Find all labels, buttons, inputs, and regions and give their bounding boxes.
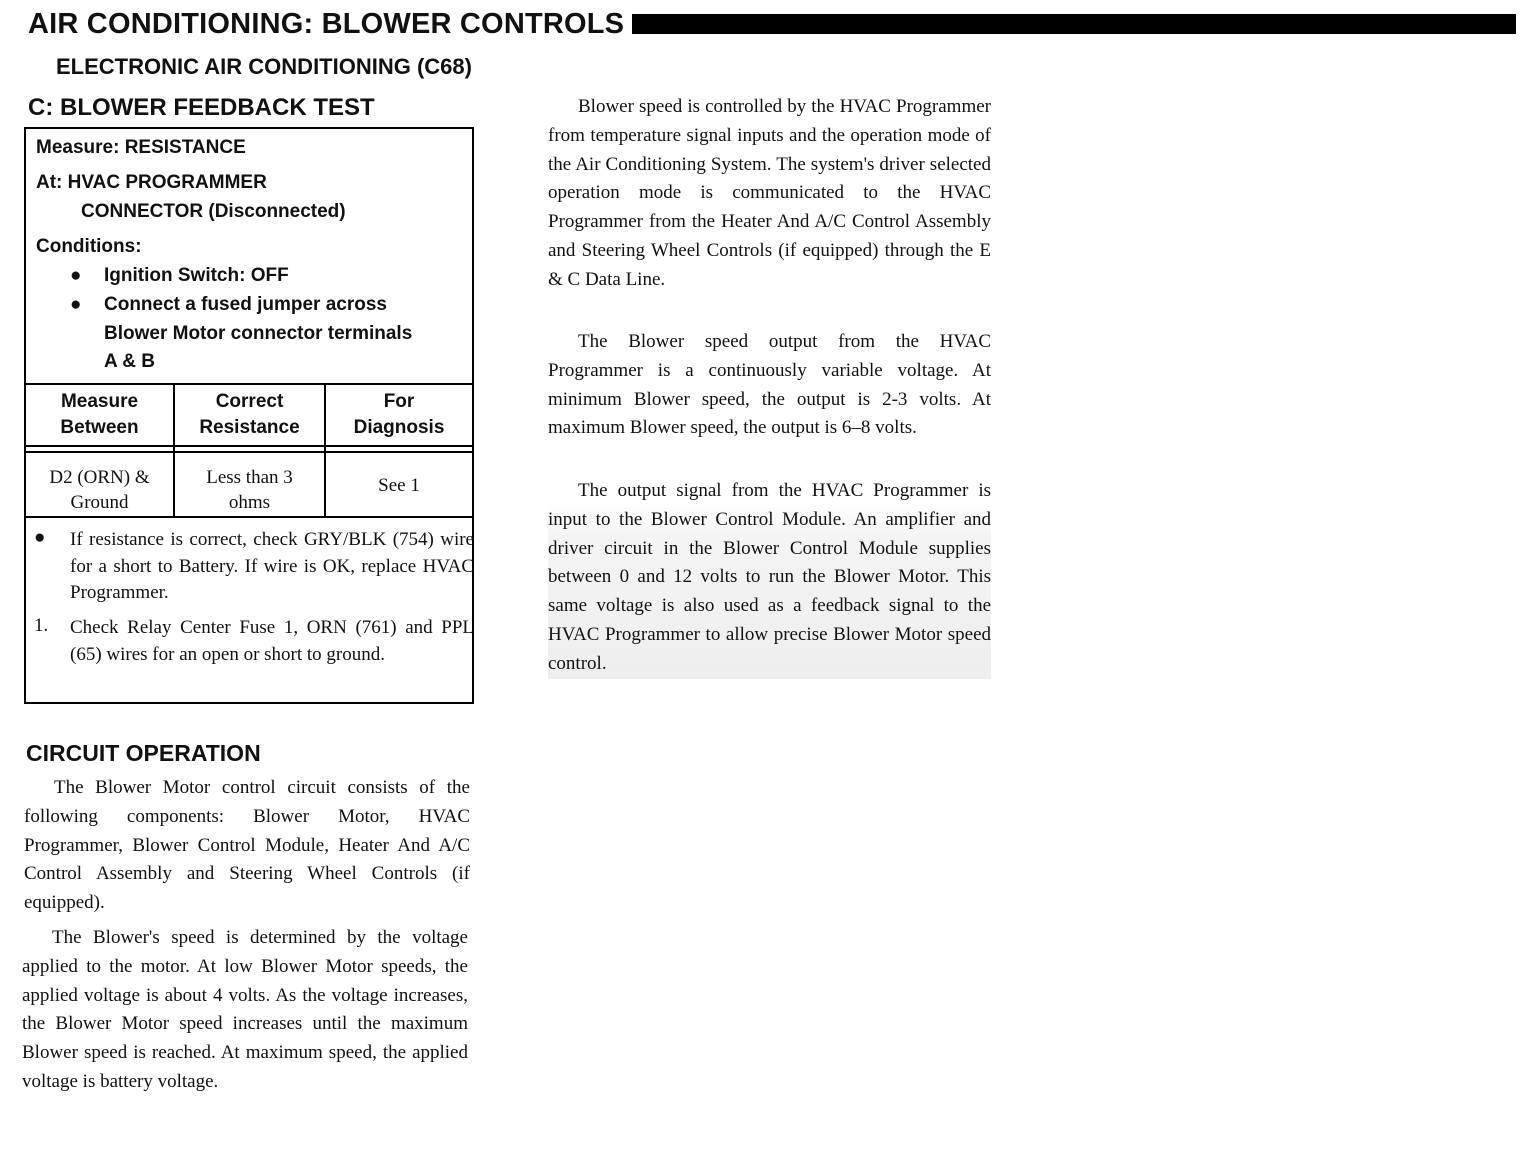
conditions-label: Conditions: (36, 236, 142, 257)
title-rule-bar (632, 14, 1516, 34)
at-label-continued: CONNECTOR (Disconnected) (81, 201, 346, 222)
note-number: 1. (34, 615, 49, 636)
header-correct-resistance: Correct Resistance (199, 391, 300, 438)
table-rule (26, 445, 472, 447)
cell-correct-resistance: Less than 3 ohms (206, 467, 293, 513)
right-paragraph-1: Blower speed is controlled by the HVAC Programmer from temperature signal inputs and the operation mode of the Air Conditioning System. The system's driver selected operation mode is communicated to the HVAC Programmer from the Heater And A/C Control Assembly and Steering Wheel Controls (if equipped) through the E & C Data Line. (548, 96, 991, 290)
bullet-icon: ● (70, 265, 82, 286)
right-paragraph-3: The output signal from the HVAC Programmer is input to the Blower Control Module. An amplifier and driver circuit in the Blower Control Module supplies between 0 and 12 volts to run the Blower Motor. This same voltage is also used as a feedback signal to the HVAC Programmer to allow precise Blower Motor speed control. (548, 477, 991, 679)
note-text: Check Relay Center Fuse 1, ORN (761) and PPL (65) wires for an open or short to ground. (70, 617, 474, 665)
cell-measure-between: D2 (ORN) & Ground (49, 467, 150, 513)
right-paragraph-2: The Blower speed output from the HVAC Programmer is a continuously variable voltage. At minimum Blower speed, the output is 2-3 volts. At maximum Blower speed, the output is 6–8 volts. (548, 331, 991, 439)
circuit-operation-heading: CIRCUIT OPERATION (26, 740, 261, 766)
header-measure-between: Measure Between (60, 391, 139, 438)
cell-for-diagnosis: See 1 (378, 475, 420, 496)
condition-jumper: Connect a fused jumper across (104, 294, 387, 315)
test-title: C: BLOWER FEEDBACK TEST (28, 94, 375, 121)
header-for-diagnosis: For Diagnosis (353, 391, 445, 438)
test-box (24, 127, 474, 704)
circuit-paragraph-1: The Blower Motor control circuit consists of the following components: Blower Motor, HVAC Programmer, Blower Control Module, Heater And A/C Control Assembly and Steering Wheel Controls (if equipped). (24, 777, 470, 914)
bullet-icon: ● (34, 527, 46, 548)
condition-ignition: Ignition Switch: OFF (104, 265, 289, 286)
condition-jumper-line2: Blower Motor connector terminals (104, 323, 413, 344)
table-rule (26, 451, 472, 453)
table-rule (26, 516, 472, 518)
bullet-icon: ● (70, 294, 82, 315)
table-rule (26, 383, 472, 385)
page-subtitle: ELECTRONIC AIR CONDITIONING (C68) (56, 54, 472, 79)
note-text: If resistance is correct, check GRY/BLK (754) wire for a short to Battery. If wire is OK, replace HVAC Programmer. (70, 529, 474, 603)
circuit-paragraph-2: The Blower's speed is determined by the voltage applied to the motor. At low Blower Motor speeds, the applied voltage is about 4 volts. As the voltage increases, the Blower Motor speed increases until the maximum Blower speed is reached. At maximum speed, the applied voltage is battery voltage. (22, 927, 468, 1092)
condition-jumper-line3: A & B (104, 351, 156, 372)
at-label: At: HVAC PROGRAMMER (36, 172, 267, 193)
page-title: AIR CONDITIONING: BLOWER CONTROLS (28, 8, 625, 40)
measure-label: Measure: RESISTANCE (36, 137, 246, 158)
